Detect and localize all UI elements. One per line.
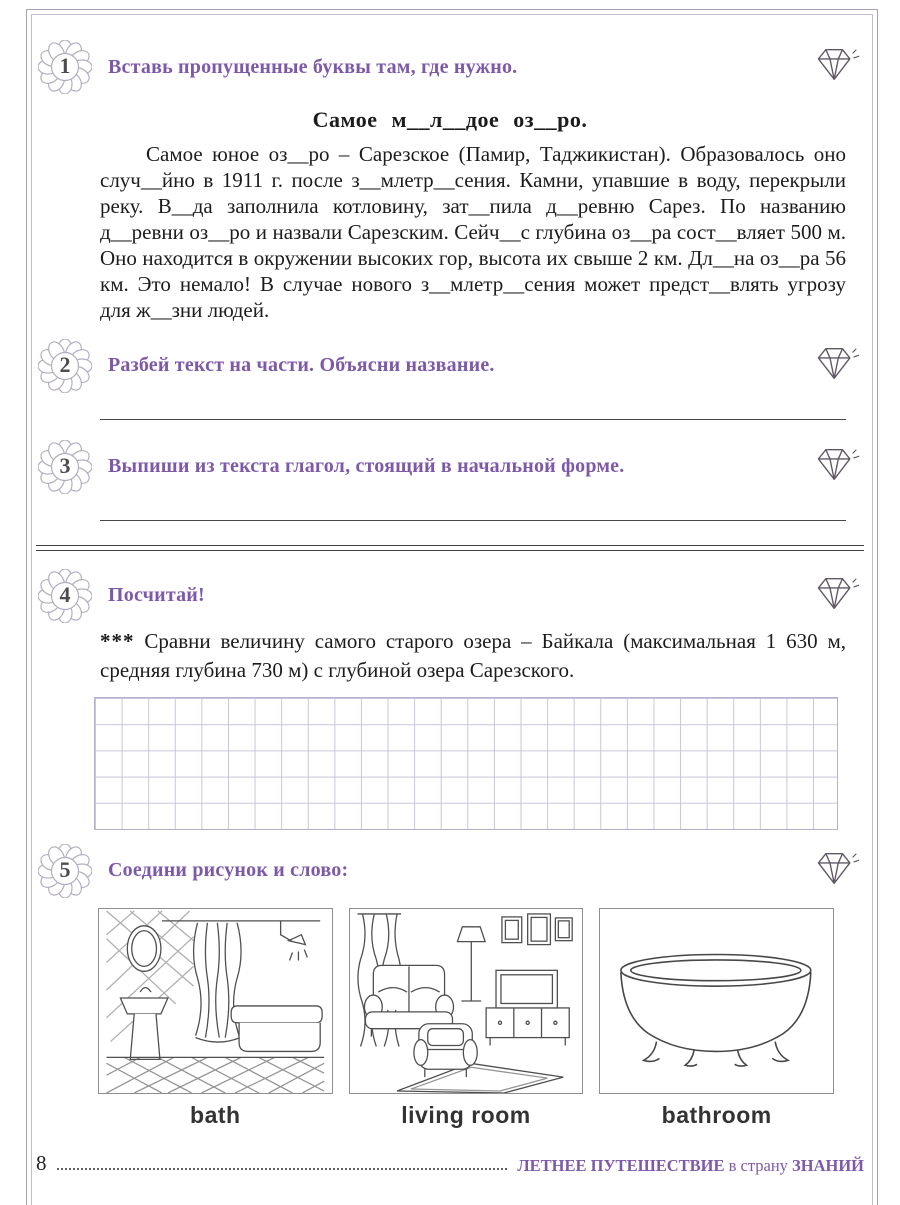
word-labels-row [98,1102,834,1130]
task-5-heading: Соедини рисунок и слово: [108,859,349,882]
dotted-leader-line [57,1168,508,1170]
page-number: 8 [36,1151,47,1175]
task-3-header [36,440,864,494]
task-4-number: 4 [59,581,71,607]
task-4-flower-badge [38,569,92,623]
word-label-bathroom: bathroom [661,1101,772,1128]
exercise-4-task-text: Сравни величину самого старого озера – Байкала (максимальная 1 630 м, средняя глубина 730 м) с глубиной озера Сарезского. [100,628,846,682]
footer-part3: ЗНАНИЙ [792,1156,864,1175]
gem-icon [812,850,860,892]
task-5-header [36,844,864,898]
task-2-flower-badge [38,339,92,393]
answer-line [100,520,846,521]
gem-icon [812,46,860,88]
page-footer [36,1151,864,1176]
exercise-4-stars: *** [100,628,135,653]
task-2-header [36,339,864,393]
task-1-number: 1 [59,53,71,78]
task-3-flower-badge [38,440,92,494]
math-grid-paper [94,697,838,830]
gem-icon [812,446,860,488]
footer-series-title [517,1156,864,1176]
gem-icon [812,345,860,387]
living-room-scene-drawing [350,909,583,1093]
word-label-bath: bath [190,1101,241,1128]
matching-pictures-row [98,908,834,1094]
task-5-number: 5 [59,856,71,882]
bathtub-drawing [600,909,833,1093]
task-5-flower-badge [38,844,92,898]
footer-part1: ЛЕТНЕЕ ПУТЕШЕСТВИЕ [517,1156,725,1175]
section-divider [36,545,864,551]
task-1-heading: Вставь пропущенные буквы там, где нужно. [108,55,518,78]
task-1-flower-badge [38,40,92,94]
bathroom-scene-drawing [99,909,332,1093]
task-1-header [36,40,864,94]
task-3-number: 3 [59,452,71,478]
task-3-heading: Выпиши из текста глагол, стоящий в начальной форме. [108,455,625,478]
word-label-living-room: living room [401,1101,531,1128]
answer-line [100,419,846,420]
task-4-heading: Посчитай! [108,584,205,607]
bathtub-image [599,908,834,1094]
task-2-heading: Разбей текст на части. Объясни название. [108,354,495,377]
bathroom-interior-image [98,908,333,1094]
exercise-1-text: Самое юное оз__ро – Сарезское (Памир, Таджикистан). Образовалось оно случ__йно в 1911 г. после з__млетр__сения. Камни, упавшие в воду, перекрыли реку. В__да заполнила котловину, зат__пила д__ревню Сарез. По названию д__ревни оз__ро и назвали Сарезским. Сейч__с глубина оз__ра сост__вляет 500 м. Оно находится в окружении высоких гор, высота их свыше 2 км. Дл__на оз__ра 56 км. Это немало! В случае нового з__млетр__сения может предст__влять угрозу для ж__зни людей. [100,141,846,322]
task-4-header [36,569,864,623]
living-room-image [349,908,584,1094]
page-content [36,40,864,1129]
footer-part2: в страну [728,1156,788,1175]
task-2-number: 2 [59,351,71,377]
gem-icon [812,575,860,617]
exercise-1-title: Самое м__л__дое оз__ро. [312,107,588,132]
exercise-4-text [100,627,846,685]
